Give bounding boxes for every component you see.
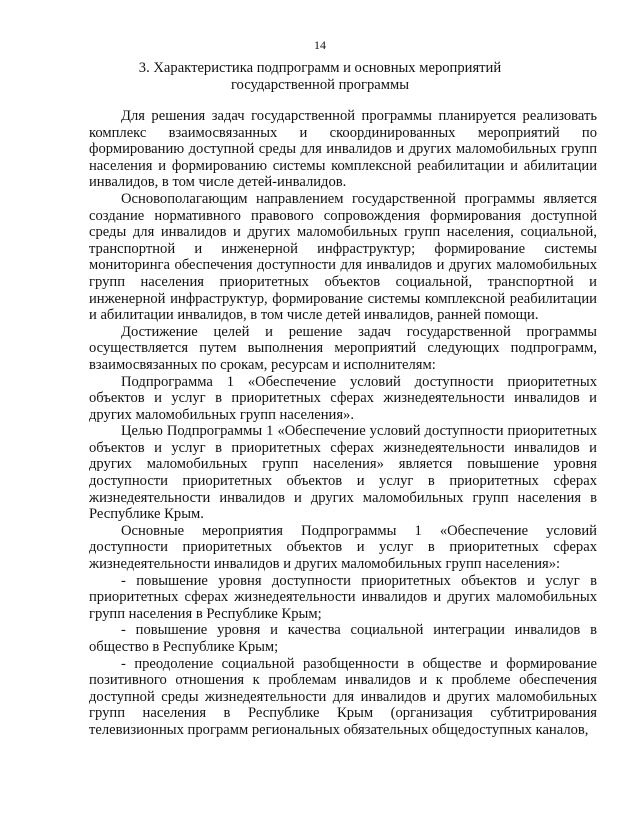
paragraph-subprogram-1: Подпрограмма 1 «Обеспечение условий доступности приоритетных объектов и услуг в приоритетных сферах жизнедеятельности инвалидов и других маломобильных групп населения».	[89, 373, 597, 423]
body-text	[89, 108, 597, 739]
section-heading: 3. Характеристика подпрограмм и основных мероприятий государственной программы	[138, 60, 502, 93]
list-item-integration: - повышение уровня и качества социальной интеграции инвалидов в общество в Республике Крым;	[89, 622, 597, 655]
list-item-accessibility: - повышение уровня доступности приоритетных объектов и услуг в приоритетных сферах жизнедеятельности инвалидов и других маломобильных групп населения в Республике Крым;	[89, 572, 597, 622]
page-number: 14	[314, 38, 326, 52]
paragraph-main-activities: Основные мероприятия Подпрограммы 1 «Обеспечение условий доступности приоритетных объектов и услуг в приоритетных сферах жизнедеятельности инвалидов и других маломобильных групп населения»:	[89, 522, 597, 573]
paragraph-subprogram-1-goal: Целью Подпрограммы 1 «Обеспечение условий доступности приоритетных объектов и услуг в приоритетных сферах жизнедеятельности инвалидов и других маломобильных групп населения» является повышение уровня доступности приоритетных объектов и услуг в приоритетных сферах жизнедеятельности инвалидов и других маломобильных групп населения в Республике Крым.	[89, 423, 597, 523]
paragraph-main-direction: Основополагающим направлением государственной программы является создание нормативного правового сопровождения формирования доступной среды для инвалидов и других маломобильных групп населения, социальной, транспортной и инженерной инфраструктур; формирование системы мониторинга обеспечения доступности для инвалидов и других маломобильных групп населения приоритетных объектов социальной, транспортной и инженерной инфраструктур, формирование системы комплексной реабилитации и абилитации инвалидов, в том числе детей инвалидов, ранней помощи.	[89, 190, 597, 324]
paragraph-achievement: Достижение целей и решение задач государственной программы осуществляется путем выполнения мероприятий следующих подпрограмм, взаимосвязанных по срокам, ресурсам и исполнителям:	[89, 323, 597, 373]
paragraph-tasks: Для решения задач государственной программы планируется реализовать комплекс взаимосвязанных и скоординированных мероприятий по формированию доступной среды для инвалидов и других маломобильных групп населения и формированию системы комплексной реабилитации и абилитации инвалидов, в том числе детей-инвалидов.	[89, 108, 597, 191]
list-item-social-disunity: - преодоление социальной разобщенности в обществе и формирование позитивного отношения к проблемам инвалидов и к проблеме обеспечения доступной среды жизнедеятельности для инвалидов и других маломобильных групп населения в Республике Крым (организация субтитрирования телевизионных программ региональных обязательных общедоступных каналов,	[89, 655, 597, 738]
